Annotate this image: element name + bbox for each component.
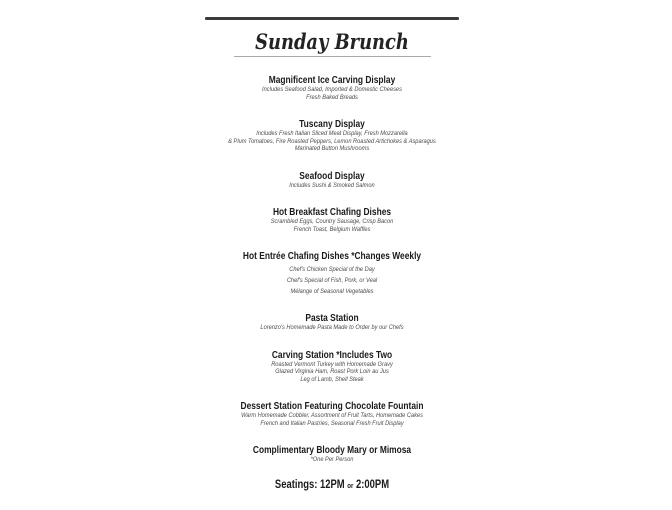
section-heading: Pasta Station — [305, 312, 359, 324]
seatings-conjunction: or — [347, 480, 354, 490]
top-rule — [205, 17, 459, 20]
section-detail-line: Fresh Baked Breads — [306, 93, 358, 101]
section-detail-line: Includes Fresh Italian Sliced Meat Display, Fresh Mozzarella — [256, 130, 408, 137]
section-detail-line: Glazed Virginia Ham, Roast Pork Loin au Jus — [275, 368, 389, 375]
menu-section-carving — [205, 349, 459, 384]
section-detail-line: Includes Sushi & Smoked Salmon — [289, 181, 375, 189]
section-heading: Hot Entrée Chafing Dishes *Changes Weekly — [242, 250, 422, 262]
menu-title: Sunday Brunch — [255, 29, 409, 54]
title-underline — [234, 56, 431, 57]
section-detail-line: French Toast, Belgium Waffles — [293, 225, 371, 233]
section-detail-line: Chef's Special of Fish, Pork, or Veal — [286, 276, 378, 284]
section-heading: Complimentary Bloody Mary or Mimosa — [252, 444, 412, 456]
menu-section-bloody-mary — [205, 444, 459, 464]
section-heading: Hot Breakfast Chafing Dishes — [272, 206, 392, 218]
section-detail-line: Marinated Button Mushrooms — [294, 145, 370, 152]
menu-section-ice-carving — [205, 74, 459, 101]
menu-column — [205, 0, 459, 491]
menu-section-hot-entree — [205, 250, 459, 295]
section-heading: Dessert Station Featuring Chocolate Fountain — [240, 400, 424, 412]
section-detail-line: Mélange of Seasonal Vegetables — [290, 287, 374, 295]
section-detail-line: Warm Homemade Cobbler, Assortment of Fruit Tarts, Homemade Cakes — [241, 412, 423, 419]
section-detail-line: *One Per Person — [310, 456, 354, 463]
section-heading: Carving Station *Includes Two — [271, 348, 393, 361]
section-detail-line: Roasted Vermont Turkey with Homemade Gravy — [271, 360, 393, 368]
section-heading: Seafood Display — [299, 169, 365, 182]
seatings-line — [228, 479, 436, 491]
section-heading: Magnificent Ice Carving Display — [268, 74, 396, 86]
section-heading: Tuscany Display — [299, 118, 365, 130]
menu-section-pasta — [205, 312, 459, 332]
menu-section-dessert — [205, 400, 459, 427]
menu-section-hot-breakfast — [205, 206, 459, 233]
menu-section-tuscany — [205, 118, 459, 153]
section-detail-line: Lorenzo's Homemade Pasta Made to Order by our Chefs — [260, 324, 404, 331]
section-detail-line: Chef's Chicken Special of the Day — [289, 265, 375, 273]
seatings-prefix: Seatings: 12PM — [274, 478, 345, 491]
section-detail-line: Scrambled Eggs, Country Sausage, Crisp Bacon — [270, 218, 394, 225]
menu-section-seafood — [205, 170, 459, 190]
seatings-suffix: 2:00PM — [356, 478, 390, 491]
section-detail-line: Leg of Lamb, Shell Steak — [300, 375, 364, 383]
section-detail-line: Includes Seafood Salad, Imported & Domestic Cheeses — [262, 86, 402, 93]
section-detail-line: French and Italian Pastries, Seasonal Fresh Fruit Display — [260, 419, 404, 427]
section-detail-line: & Plum Tomatoes, Fire Roasted Peppers, Lemon Roasted Artichokes & Asparagus — [228, 137, 436, 145]
